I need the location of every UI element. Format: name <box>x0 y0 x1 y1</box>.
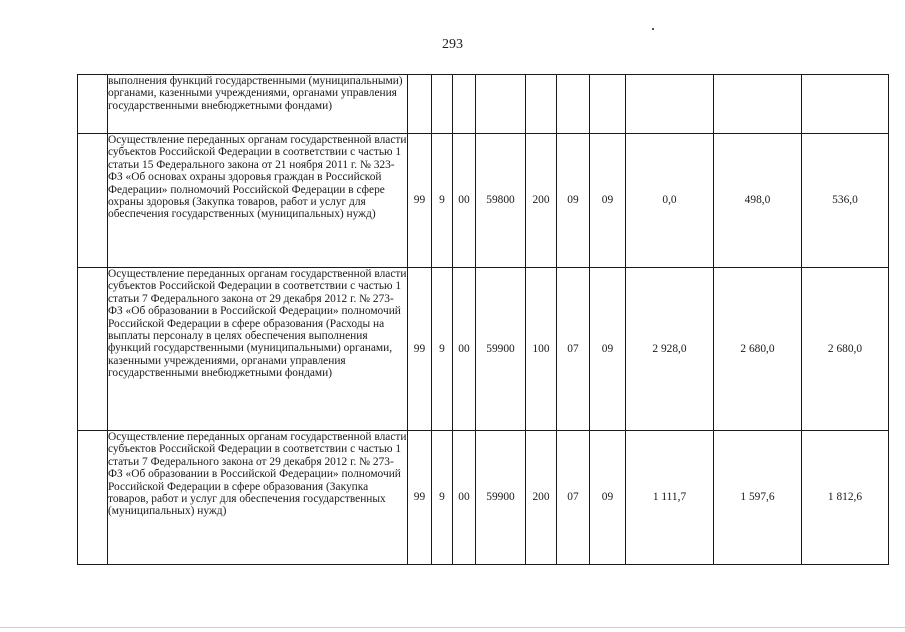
subsection-code: 09 <box>590 268 626 431</box>
expense-code <box>476 75 526 134</box>
expense-code: 59900 <box>476 431 526 565</box>
budget-table <box>77 74 889 565</box>
expense-code: 59900 <box>476 268 526 431</box>
row-marker-cell <box>78 75 108 134</box>
table-row <box>78 75 889 134</box>
expense-type-code: 100 <box>526 268 557 431</box>
expense-type-code <box>526 75 557 134</box>
section-code <box>557 75 590 134</box>
amount-year-2 <box>714 75 802 134</box>
direction-code: 00 <box>453 268 476 431</box>
amount-year-1: 0,0 <box>626 134 714 268</box>
subprogram-code <box>432 75 453 134</box>
subsection-code <box>590 75 626 134</box>
subprogram-code: 9 <box>432 268 453 431</box>
row-marker-cell <box>78 268 108 431</box>
row-description: Осуществление переданных органам государственной власти субъектов Российской Федерации в соответствии с частью 1 статьи 7 Федерального закона от 29 декабря 2012 г. № 273-ФЗ «Об образовании в Российской Федерации» полномочий Российской Федерации в сфере образования (Расходы на выплаты персоналу в целях обеспечения выполнения функций государственными (муниципальными) органами, казенными учреждениями, органами управления государственными внебюджетными фондами) <box>108 268 408 431</box>
table-row <box>78 431 889 565</box>
program-code <box>408 75 432 134</box>
section-code: 07 <box>557 431 590 565</box>
page-edge-line <box>0 627 905 628</box>
subprogram-code: 9 <box>432 431 453 565</box>
expense-code: 59800 <box>476 134 526 268</box>
amount-year-3: 1 812,6 <box>802 431 889 565</box>
amount-year-3: 2 680,0 <box>802 268 889 431</box>
subsection-code: 09 <box>590 431 626 565</box>
table-body <box>78 75 889 565</box>
program-code: 99 <box>408 268 432 431</box>
table-row <box>78 268 889 431</box>
row-marker-cell <box>78 134 108 268</box>
expense-type-code: 200 <box>526 134 557 268</box>
section-code: 07 <box>557 268 590 431</box>
subprogram-code: 9 <box>432 134 453 268</box>
amount-year-3: 536,0 <box>802 134 889 268</box>
amount-year-2: 2 680,0 <box>714 268 802 431</box>
program-code: 99 <box>408 134 432 268</box>
amount-year-1 <box>626 75 714 134</box>
direction-code <box>453 75 476 134</box>
amount-year-3 <box>802 75 889 134</box>
row-description: Осуществление переданных органам государственной власти субъектов Российской Федерации в соответствии с частью 1 статьи 15 Федерального закона от 21 ноября 2011 г. № 323-ФЗ «Об основах охраны здоровья граждан в Российской Федерации» полномочий Российской Федерации в сфере охраны здоровья (Закупка товаров, работ и услуг для обеспечения государственных (муниципальных) нужд) <box>108 134 408 268</box>
direction-code: 00 <box>453 134 476 268</box>
expense-type-code: 200 <box>526 431 557 565</box>
section-code: 09 <box>557 134 590 268</box>
amount-year-2: 1 597,6 <box>714 431 802 565</box>
amount-year-1: 1 111,7 <box>626 431 714 565</box>
amount-year-2: 498,0 <box>714 134 802 268</box>
amount-year-1: 2 928,0 <box>626 268 714 431</box>
program-code: 99 <box>408 431 432 565</box>
direction-code: 00 <box>453 431 476 565</box>
scan-speck <box>652 28 654 30</box>
row-marker-cell <box>78 431 108 565</box>
row-description: выполнения функций государственными (муниципальными) органами, казенными учреждениями, органами управления государственными внебюджетными фондами) <box>108 75 408 134</box>
table-row <box>78 134 889 268</box>
row-description: Осуществление переданных органам государственной власти субъектов Российской Федерации в соответствии с частью 1 статьи 7 Федерального закона от 29 декабря 2012 г. № 273-ФЗ «Об образовании в Российской Федерации» полномочий Российской Федерации в сфере образования (Закупка товаров, работ и услуг для обеспечения государственных (муниципальных) нужд) <box>108 431 408 565</box>
page-number: 293 <box>442 37 463 52</box>
subsection-code: 09 <box>590 134 626 268</box>
